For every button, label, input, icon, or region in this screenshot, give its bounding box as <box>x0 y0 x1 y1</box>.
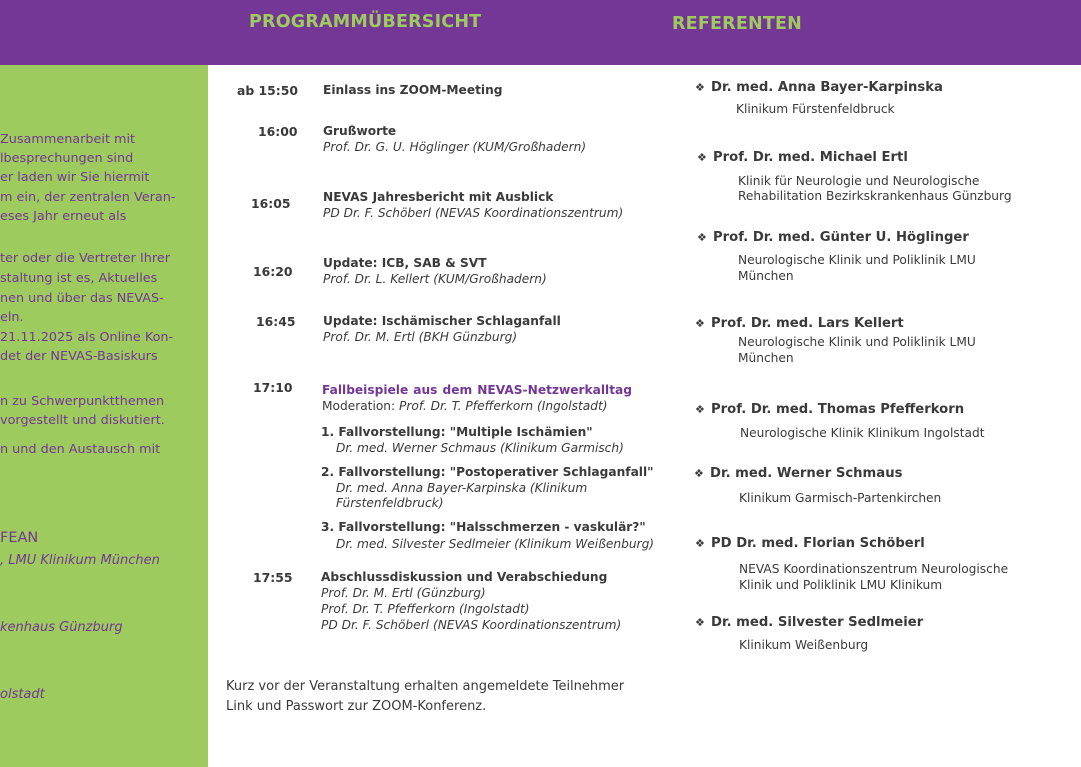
program-time: 17:10 <box>253 380 293 395</box>
header-bar <box>0 0 1081 65</box>
host-line: kenhaus Günzburg <box>0 620 123 635</box>
speaker-affiliation: Klinikum Fürstenfeldbruck <box>736 102 895 116</box>
moderation-name: Prof. Dr. T. Pfefferkorn (Ingolstadt) <box>399 399 608 413</box>
speaker-affiliation: München <box>738 269 794 283</box>
program-title: Update: Ischämischer Schlaganfall <box>323 314 561 328</box>
zoom-note-line: Link und Passwort zur ZOOM-Konferenz. <box>226 699 487 714</box>
moderation-label: Moderation: <box>322 399 396 413</box>
program-speaker: PD Dr. F. Schöberl (NEVAS Koordinationszentrum) <box>323 206 624 220</box>
case-speaker: Dr. med. Werner Schmaus (Klinikum Garmisch) <box>336 441 624 455</box>
program-time: 16:20 <box>253 264 293 279</box>
zoom-note-line: Kurz vor der Veranstaltung erhalten angemeldete Teilnehmer <box>226 679 625 694</box>
case-title: 2. Fallvorstellung: "Postoperativer Schlaganfall" <box>321 465 654 479</box>
program-title: Einlass ins ZOOM-Meeting <box>323 83 503 97</box>
program-title: Abschlussdiskussion und Verabschiedung <box>321 570 608 584</box>
speaker-name: ❖ Prof. Dr. med. Lars Kellert <box>695 316 904 331</box>
case-speaker: Fürstenfeldbruck) <box>336 496 444 510</box>
intro-line: eln. <box>0 310 24 325</box>
intro-line: nen und über das NEVAS- <box>0 291 164 306</box>
program-time: ab 15:50 <box>237 83 298 98</box>
program-title: Fallbeispiele aus dem NEVAS-Netzwerkalltag <box>322 383 632 397</box>
program-speaker: Prof. Dr. G. U. Höglinger (KUM/Großhadern) <box>323 140 587 154</box>
program-speaker: Prof. Dr. T. Pfefferkorn (Ingolstadt) <box>321 602 530 616</box>
intro-panel <box>0 65 208 767</box>
diamond-bullet-icon: ❖ <box>695 403 705 416</box>
intro-line: n zu Schwerpunktthemen <box>0 394 165 409</box>
intro-line: lbesprechungen sind <box>0 151 134 166</box>
intro-line: n und den Austausch mit <box>0 442 161 457</box>
program-speaker: Prof. Dr. M. Ertl (Günzburg) <box>321 586 486 600</box>
diamond-bullet-icon: ❖ <box>697 231 707 244</box>
speaker-name: ❖ Dr. med. Werner Schmaus <box>694 466 903 481</box>
speaker-name: ❖ Prof. Dr. med. Thomas Pfefferkorn <box>695 402 965 417</box>
program-title: Update: ICB, SAB & SVT <box>323 256 487 270</box>
intro-line: vorgestellt und diskutiert. <box>0 413 165 428</box>
intro-line: er laden wir Sie hiermit <box>0 170 150 185</box>
program-title: NEVAS Jahresbericht mit Ausblick <box>323 190 554 204</box>
intro-line: 21.11.2025 als Online Kon- <box>0 330 174 345</box>
speaker-name: ❖ Prof. Dr. med. Günter U. Höglinger <box>697 230 969 245</box>
case-speaker: Dr. med. Anna Bayer-Karpinska (Klinikum <box>336 481 588 495</box>
host-line: , LMU Klinikum München <box>0 553 160 568</box>
speaker-affiliation: München <box>738 351 794 365</box>
speaker-affiliation: Rehabilitation Bezirkskrankenhaus Günzburg <box>738 189 1012 203</box>
intro-line: Zusammenarbeit mit <box>0 132 136 147</box>
intro-line: ter oder die Vertreter Ihrer <box>0 251 170 266</box>
program-speaker: PD Dr. F. Schöberl (NEVAS Koordinationszentrum) <box>321 618 622 632</box>
program-title: Grußworte <box>323 124 397 138</box>
speaker-affiliation: Neurologische Klinik und Poliklinik LMU <box>738 335 976 349</box>
speaker-affiliation: Neurologische Klinik Klinikum Ingolstadt <box>740 426 985 440</box>
case-title: 3. Fallvorstellung: "Halsschmerzen - vaskulär?" <box>321 520 646 534</box>
case-title: 1. Fallvorstellung: "Multiple Ischämien" <box>321 425 593 439</box>
speaker-name: ❖ PD Dr. med. Florian Schöberl <box>695 536 925 551</box>
diamond-bullet-icon: ❖ <box>695 616 705 629</box>
diamond-bullet-icon: ❖ <box>695 81 705 94</box>
speaker-affiliation: NEVAS Koordinationszentrum Neurologische <box>739 562 1009 576</box>
intro-line: eses Jahr erneut als <box>0 209 127 224</box>
program-heading: PROGRAMMÜBERSICHT <box>249 12 482 32</box>
speaker-affiliation: Klinikum Garmisch-Partenkirchen <box>739 491 942 505</box>
intro-line: m ein, der zentralen Veran- <box>0 190 176 205</box>
program-time: 16:00 <box>258 124 298 139</box>
host-name: FEAN <box>0 530 39 546</box>
speaker-name: ❖ Dr. med. Anna Bayer-Karpinska <box>695 80 943 95</box>
speaker-affiliation: Klinik für Neurologie und Neurologische <box>738 174 980 188</box>
speaker-affiliation: Neurologische Klinik und Poliklinik LMU <box>738 253 976 267</box>
diamond-bullet-icon: ❖ <box>695 317 705 330</box>
diamond-bullet-icon: ❖ <box>694 467 704 480</box>
speaker-name: ❖ Dr. med. Silvester Sedlmeier <box>695 615 924 630</box>
speaker-name: ❖ Prof. Dr. med. Michael Ertl <box>697 150 908 165</box>
program-time: 16:45 <box>256 314 296 329</box>
case-speaker: Dr. med. Silvester Sedlmeier (Klinikum Weißenburg) <box>336 537 655 551</box>
program-speaker: Prof. Dr. M. Ertl (BKH Günzburg) <box>323 330 518 344</box>
program-time: 16:05 <box>251 196 291 211</box>
speaker-affiliation: Klinikum Weißenburg <box>739 638 869 652</box>
speaker-affiliation: Klinik und Poliklinik LMU Klinikum <box>739 578 943 592</box>
intro-line: det der NEVAS-Basiskurs <box>0 349 158 364</box>
speakers-heading: REFERENTEN <box>672 14 802 34</box>
host-line: olstadt <box>0 687 45 702</box>
diamond-bullet-icon: ❖ <box>695 537 705 550</box>
program-time: 17:55 <box>253 570 293 585</box>
diamond-bullet-icon: ❖ <box>697 151 707 164</box>
program-moderation <box>322 399 608 413</box>
intro-line: staltung ist es, Aktuelles <box>0 271 158 286</box>
program-speaker: Prof. Dr. L. Kellert (KUM/Großhadern) <box>323 272 547 286</box>
